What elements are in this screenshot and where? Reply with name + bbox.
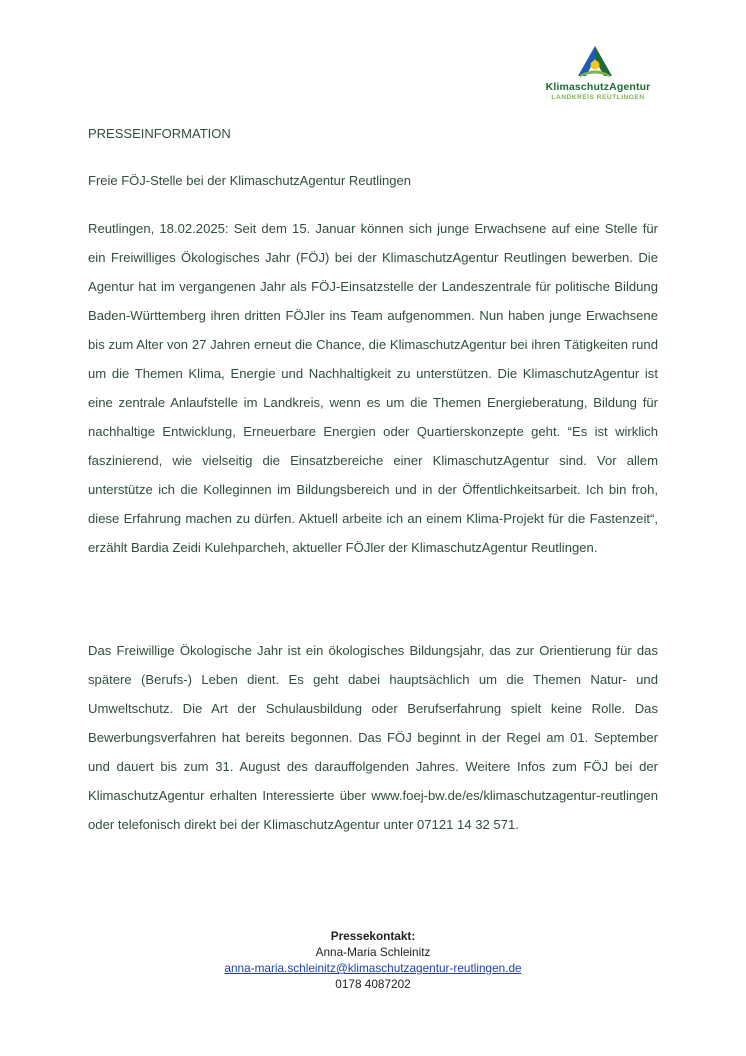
body-paragraph-2: Das Freiwillige Ökologische Jahr ist ein ökologisches Bildungsjahr, das zur Orientierung für das spätere (Berufs-) Leben dient. Es geht dabei hauptsächlich um die Themen Natur- und Umweltschutz. Die Art der Schulausbildung oder Berufserfahrung spielt keine Rolle. Das Bewerbungsverfahren hat bereits begonnen. Das FÖJ beginnt in der Regel am 01. September und dauert bis zum 31. August des darauffolgenden Jahres. Weitere Infos zum FÖJ bei der KlimaschutzAgentur erhalten Interessierte über www.foej-bw.de/es/klimaschutzagentur-reutlingen oder telefonisch direkt bei der KlimaschutzAgentur unter 07121 14 32 571.	[88, 643, 658, 832]
contact-name: Anna-Maria Schleinitz	[315, 945, 431, 959]
body-paragraph-1: Reutlingen, 18.02.2025: Seit dem 15. Januar können sich junge Erwachsene auf eine Stelle für ein Freiwilliges Ökologisches Jahr (FÖJ) bei der KlimaschutzAgentur Reutlingen bewerben. Die Agentur hat im vergangenen Jahr als FÖJ-Einsatzstelle der Landeszentrale für politische Bildung Baden-Württemberg ihren dritten FÖJler ins Team aufgenommen. Nun haben junge Erwachsene bis zum Alter von 27 Jahren erneut die Chance, die KlimaschutzAgentur bei ihren Tätigkeiten rund um die Themen Klima, Energie und Nachhaltigkeit zu unterstützen. Die KlimaschutzAgentur ist eine zentrale Anlaufstelle im Landkreis, wenn es um die Themen Energieberatung, Bildung für nachhaltige Entwicklung, Erneuerbare Energien oder Quartierskonzepte geht. “Es ist wirklich faszinierend, wie vielseitig die Einsatzbereiche einer KlimaschutzAgentur sind. Vor allem unterstütze ich die Kolleginnen im Bildungsbereich und in der Öffentlichkeitsarbeit. Ich bin froh, diese Erfahrung machen zu dürfen. Aktuell arbeite ich an einem Klima-Projekt für die Fastenzeit“, erzählt Bardia Zeidi Kulehparcheh, aktueller FÖJler der KlimaschutzAgentur Reutlingen.	[88, 221, 658, 555]
contact-phone: 0178 4087202	[335, 977, 411, 991]
press-contact	[0, 928, 746, 992]
document-label: PRESSEINFORMATION	[88, 126, 231, 141]
contact-email-link[interactable]: anna-maria.schleinitz@klimaschutzagentur-reutlingen.de	[224, 961, 522, 975]
logo-subtitle: LANDKREIS REUTLINGEN	[551, 94, 645, 101]
logo-mark-icon	[574, 44, 616, 78]
document-headline: Freie FÖJ-Stelle bei der KlimaschutzAgentur Reutlingen	[88, 173, 411, 188]
logo-title: KlimaschutzAgentur	[545, 81, 651, 93]
contact-title: Pressekontakt:	[330, 929, 416, 943]
logo	[528, 44, 668, 104]
